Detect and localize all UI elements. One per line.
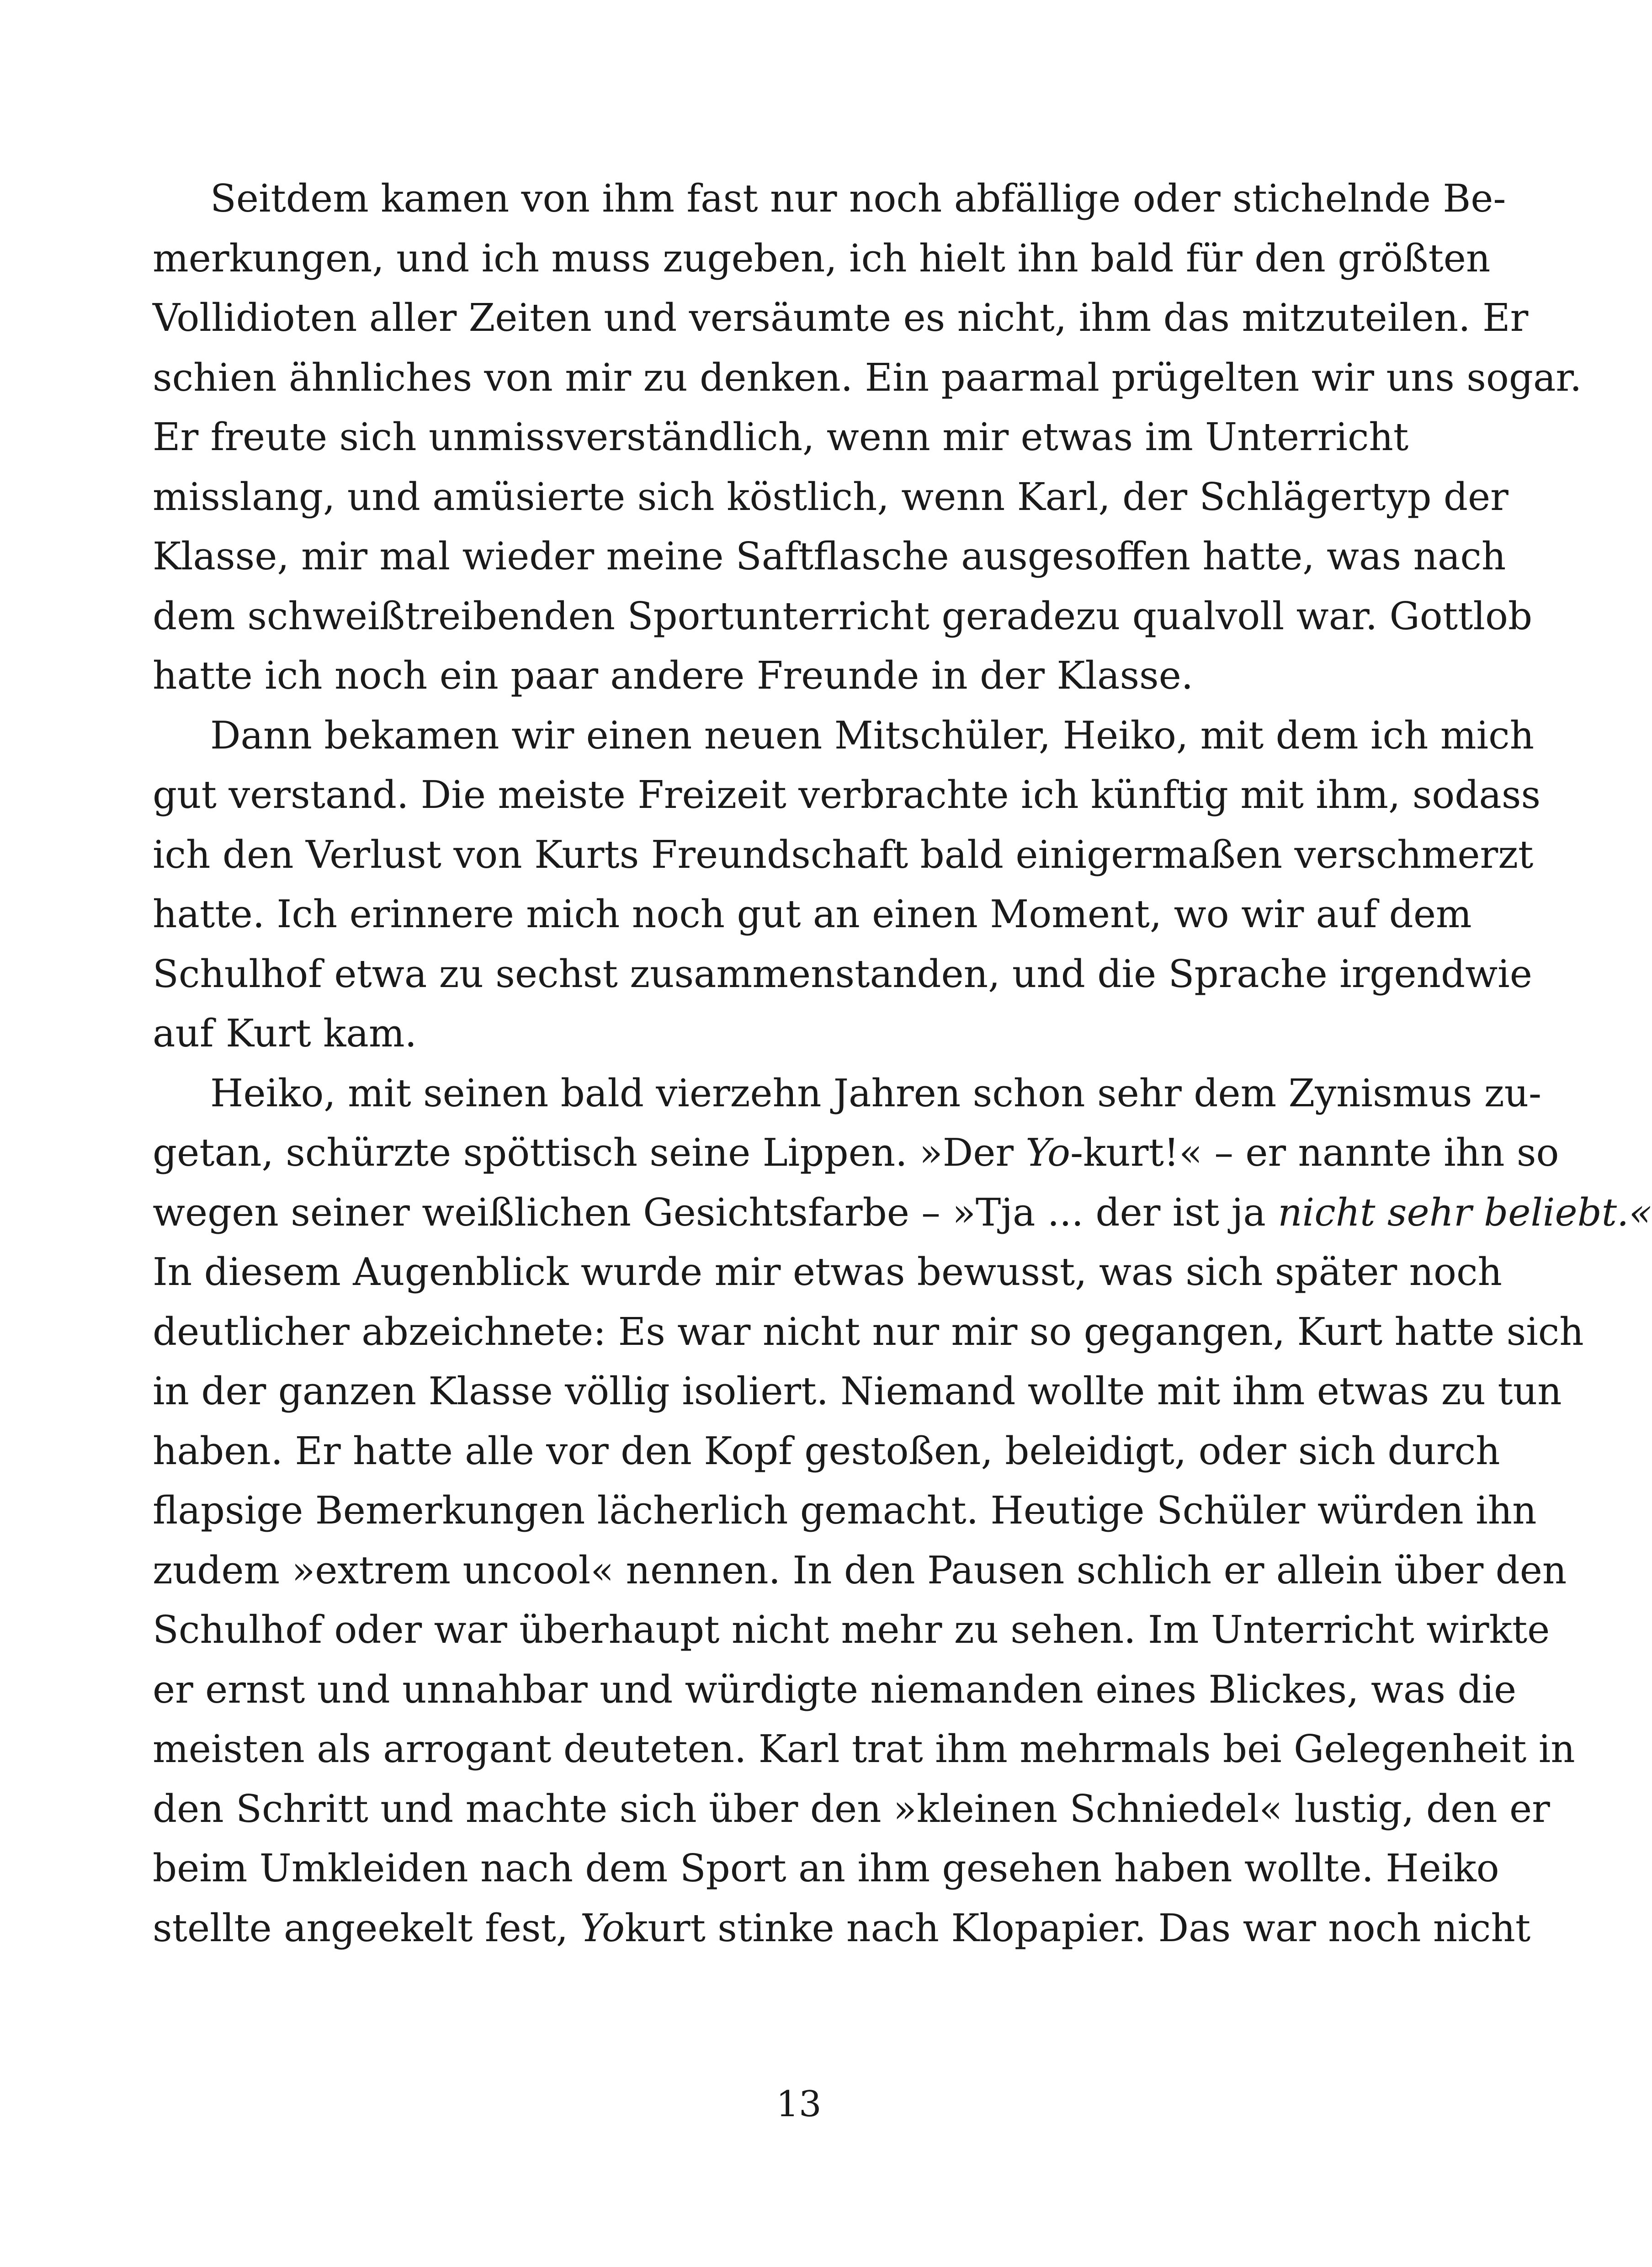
- text-line: beim Umkleiden nach dem Sport an ihm gesehen haben wollte. Heiko: [153, 1846, 1499, 1890]
- text-line: dem schweißtreibenden Sportunterricht geradezu qualvoll war. Gottlob: [153, 594, 1533, 638]
- text-line: Schulhof etwa zu sechst zusammenstanden, und die Sprache irgendwie: [153, 951, 1532, 996]
- text-line: gut verstand. Die meiste Freizeit verbrachte ich künftig mit ihm, sodass: [153, 773, 1541, 817]
- text-line: er ernst und unnahbar und würdigte niemanden eines Blickes, was die: [153, 1667, 1517, 1712]
- text-line: wegen seiner weißlichen Gesichtsfarbe – »Tja ... der ist ja nicht sehr beliebt.«: [153, 1190, 1652, 1235]
- text-line: stellte angeekelt fest, Yokurt stinke nach Klopapier. Das war noch nicht: [153, 1906, 1531, 1950]
- text-line: hatte ich noch ein paar andere Freunde in der Klasse.: [153, 653, 1194, 698]
- text-line: Vollidioten aller Zeiten und versäumte es nicht, ihm das mitzuteilen. Er: [153, 296, 1529, 340]
- text-line: in der ganzen Klasse völlig isoliert. Niemand wollte mit ihm etwas zu tun: [153, 1369, 1562, 1413]
- text-line: In diesem Augenblick wurde mir etwas bewusst, was sich später noch: [153, 1250, 1502, 1294]
- text-line: hatte. Ich erinnere mich noch gut an einen Moment, wo wir auf dem: [153, 892, 1472, 936]
- text-line: deutlicher abzeichnete: Es war nicht nur mir so gegangen, Kurt hatte sich: [153, 1309, 1584, 1354]
- page-number: 13: [776, 2084, 822, 2125]
- text-line: Seitdem kamen von ihm fast nur noch abfällige oder stichelnde Be-: [210, 176, 1506, 221]
- text-line: auf Kurt kam.: [153, 1011, 417, 1056]
- text-line: merkungen, und ich muss zugeben, ich hielt ihn bald für den größten: [153, 236, 1491, 281]
- text-line: Er freute sich unmissverständlich, wenn mir etwas im Unterricht: [153, 415, 1409, 459]
- text-line: Klasse, mir mal wieder meine Saftflasche ausgesoffen hatte, was nach: [153, 534, 1506, 579]
- text-line: schien ähnliches von mir zu denken. Ein paarmal prügelten wir uns sogar.: [153, 355, 1582, 400]
- body-text: [153, 169, 1652, 1958]
- text-line: Heiko, mit seinen bald vierzehn Jahren schon sehr dem Zynismus zu-: [210, 1071, 1542, 1115]
- text-line: zudem »extrem uncool« nennen. In den Pausen schlich er allein über den: [153, 1548, 1567, 1593]
- text-line: getan, schürzte spöttisch seine Lippen. »Der Yo-kurt!« – er nannte ihn so: [153, 1131, 1559, 1175]
- text-line: flapsige Bemerkungen lächerlich gemacht. Heutige Schüler würden ihn: [153, 1488, 1537, 1533]
- text-line: haben. Er hatte alle vor den Kopf gestoßen, beleidigt, oder sich durch: [153, 1428, 1500, 1473]
- text-line: Schulhof oder war überhaupt nicht mehr zu sehen. Im Unterricht wirkte: [153, 1608, 1550, 1652]
- text-line: ich den Verlust von Kurts Freundschaft bald einigermaßen verschmerzt: [153, 832, 1534, 877]
- text-line: misslang, und amüsierte sich köstlich, wenn Karl, der Schlägertyp der: [153, 474, 1509, 519]
- text-line: meisten als arrogant deuteten. Karl trat ihm mehrmals bei Gelegenheit in: [153, 1727, 1575, 1771]
- text-line: Dann bekamen wir einen neuen Mitschüler, Heiko, mit dem ich mich: [210, 713, 1535, 758]
- text-line: den Schritt und machte sich über den »kleinen Schniedel« lustig, den er: [153, 1786, 1550, 1831]
